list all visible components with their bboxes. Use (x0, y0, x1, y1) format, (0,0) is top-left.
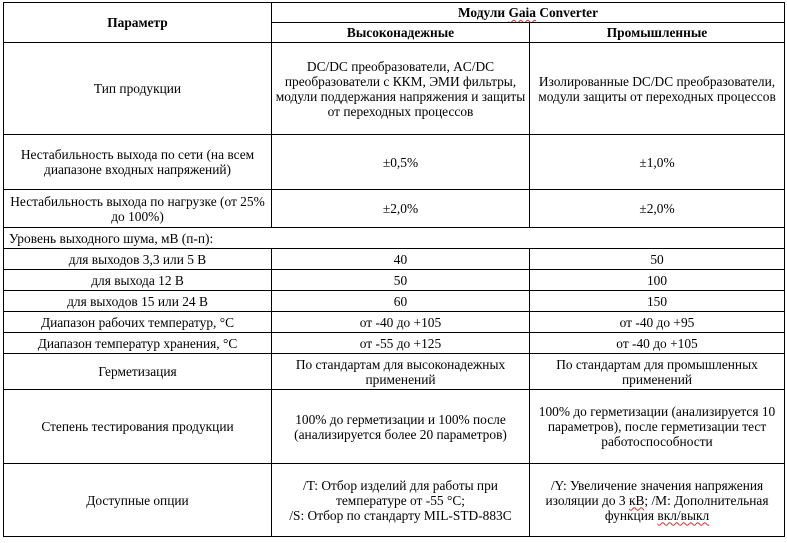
cell-industrial: 100% до герметизации (анализируется 10 параметров), после герметизации тест работоспособности (530, 390, 785, 464)
param-header-label: Параметр (107, 15, 168, 30)
cell-industrial: от -40 до +105 (530, 333, 785, 354)
option-m-tail: вкл/выкл (657, 507, 710, 523)
table-row (4, 270, 785, 291)
cell-industrial (530, 464, 785, 537)
table-row (4, 390, 785, 464)
col-header-industrial (530, 23, 785, 43)
group-suffix: Converter (535, 5, 599, 20)
row-label: для выходов 15 или 24 В (4, 291, 272, 312)
comparison-table (3, 2, 785, 537)
cell-industrial: 50 (530, 249, 785, 270)
cell-industrial: ±1,0% (530, 135, 785, 190)
cell-hirel (272, 464, 530, 537)
cell-industrial: от -40 до +95 (530, 312, 785, 333)
cell-industrial: Изолированные DC/DC преобразователи, модули защиты от переходных процессов (530, 43, 785, 135)
row-label: Герметизация (4, 354, 272, 390)
option-y-unit: кВ (628, 492, 645, 508)
table-row (4, 464, 785, 537)
table-row (4, 249, 785, 270)
row-label: Степень тестирования продукции (4, 390, 272, 464)
group-prefix: Модули (457, 5, 509, 20)
table-row (4, 43, 785, 135)
table-row (4, 228, 785, 249)
option-m-text: ; /M: Дополнительная функция (604, 492, 769, 523)
cell-hirel: ±0,5% (272, 135, 530, 190)
cell-industrial: По стандартам для промышленных применений (530, 354, 785, 390)
option-t-text: /T: Отбор изделий для работы при температуре от -55 °C; (303, 477, 498, 508)
param-header (4, 3, 272, 43)
table-row (4, 354, 785, 390)
noise-group-label: Уровень выходного шума, мВ (п-п): (4, 228, 785, 249)
table-row (4, 291, 785, 312)
cell-industrial: 100 (530, 270, 785, 291)
group-brand: Gaia (508, 5, 536, 20)
cell-hirel: По стандартам для высоконадежных применений (272, 354, 530, 390)
cell-hirel: DC/DC преобразователи, AC/DC преобразователи с ККМ, ЭМИ фильтры, модули поддержания напряжения и защиты от переходных процессов (272, 43, 530, 135)
row-label: Диапазон температур хранения, °C (4, 333, 272, 354)
cell-hirel: 100% до герметизации и 100% после (анализируется более 20 параметров) (272, 390, 530, 464)
row-label: Нестабильность выхода по нагрузке (от 25% до 100%) (4, 190, 272, 228)
row-label: для выходов 3,3 или 5 В (4, 249, 272, 270)
table-row (4, 333, 785, 354)
cell-hirel: от -40 до +105 (272, 312, 530, 333)
option-s-text: /S: Отбор по стандарту MIL-STD-883C (289, 507, 512, 523)
row-label: Тип продукции (4, 43, 272, 135)
row-label: Нестабильность выхода по сети (на всем диапазоне входных напряжений) (4, 135, 272, 190)
col-header-hirel (272, 23, 530, 43)
cell-hirel: от -55 до +125 (272, 333, 530, 354)
group-header (272, 3, 785, 23)
cell-industrial: ±2,0% (530, 190, 785, 228)
cell-hirel: 60 (272, 291, 530, 312)
table-row (4, 190, 785, 228)
cell-industrial: 150 (530, 291, 785, 312)
cell-hirel: ±2,0% (272, 190, 530, 228)
cell-hirel: 40 (272, 249, 530, 270)
row-label: для выхода 12 В (4, 270, 272, 291)
col-header-industrial-label: Промышленные (606, 25, 708, 40)
row-label: Диапазон рабочих температур, °C (4, 312, 272, 333)
row-label: Доступные опции (4, 464, 272, 537)
cell-hirel: 50 (272, 270, 530, 291)
col-header-hirel-label: Высоконадежные (346, 25, 455, 40)
option-y-text: /Y: Увеличение значения напряжения изоляции до 3 (545, 477, 764, 508)
table-row (4, 135, 785, 190)
table-row (4, 312, 785, 333)
